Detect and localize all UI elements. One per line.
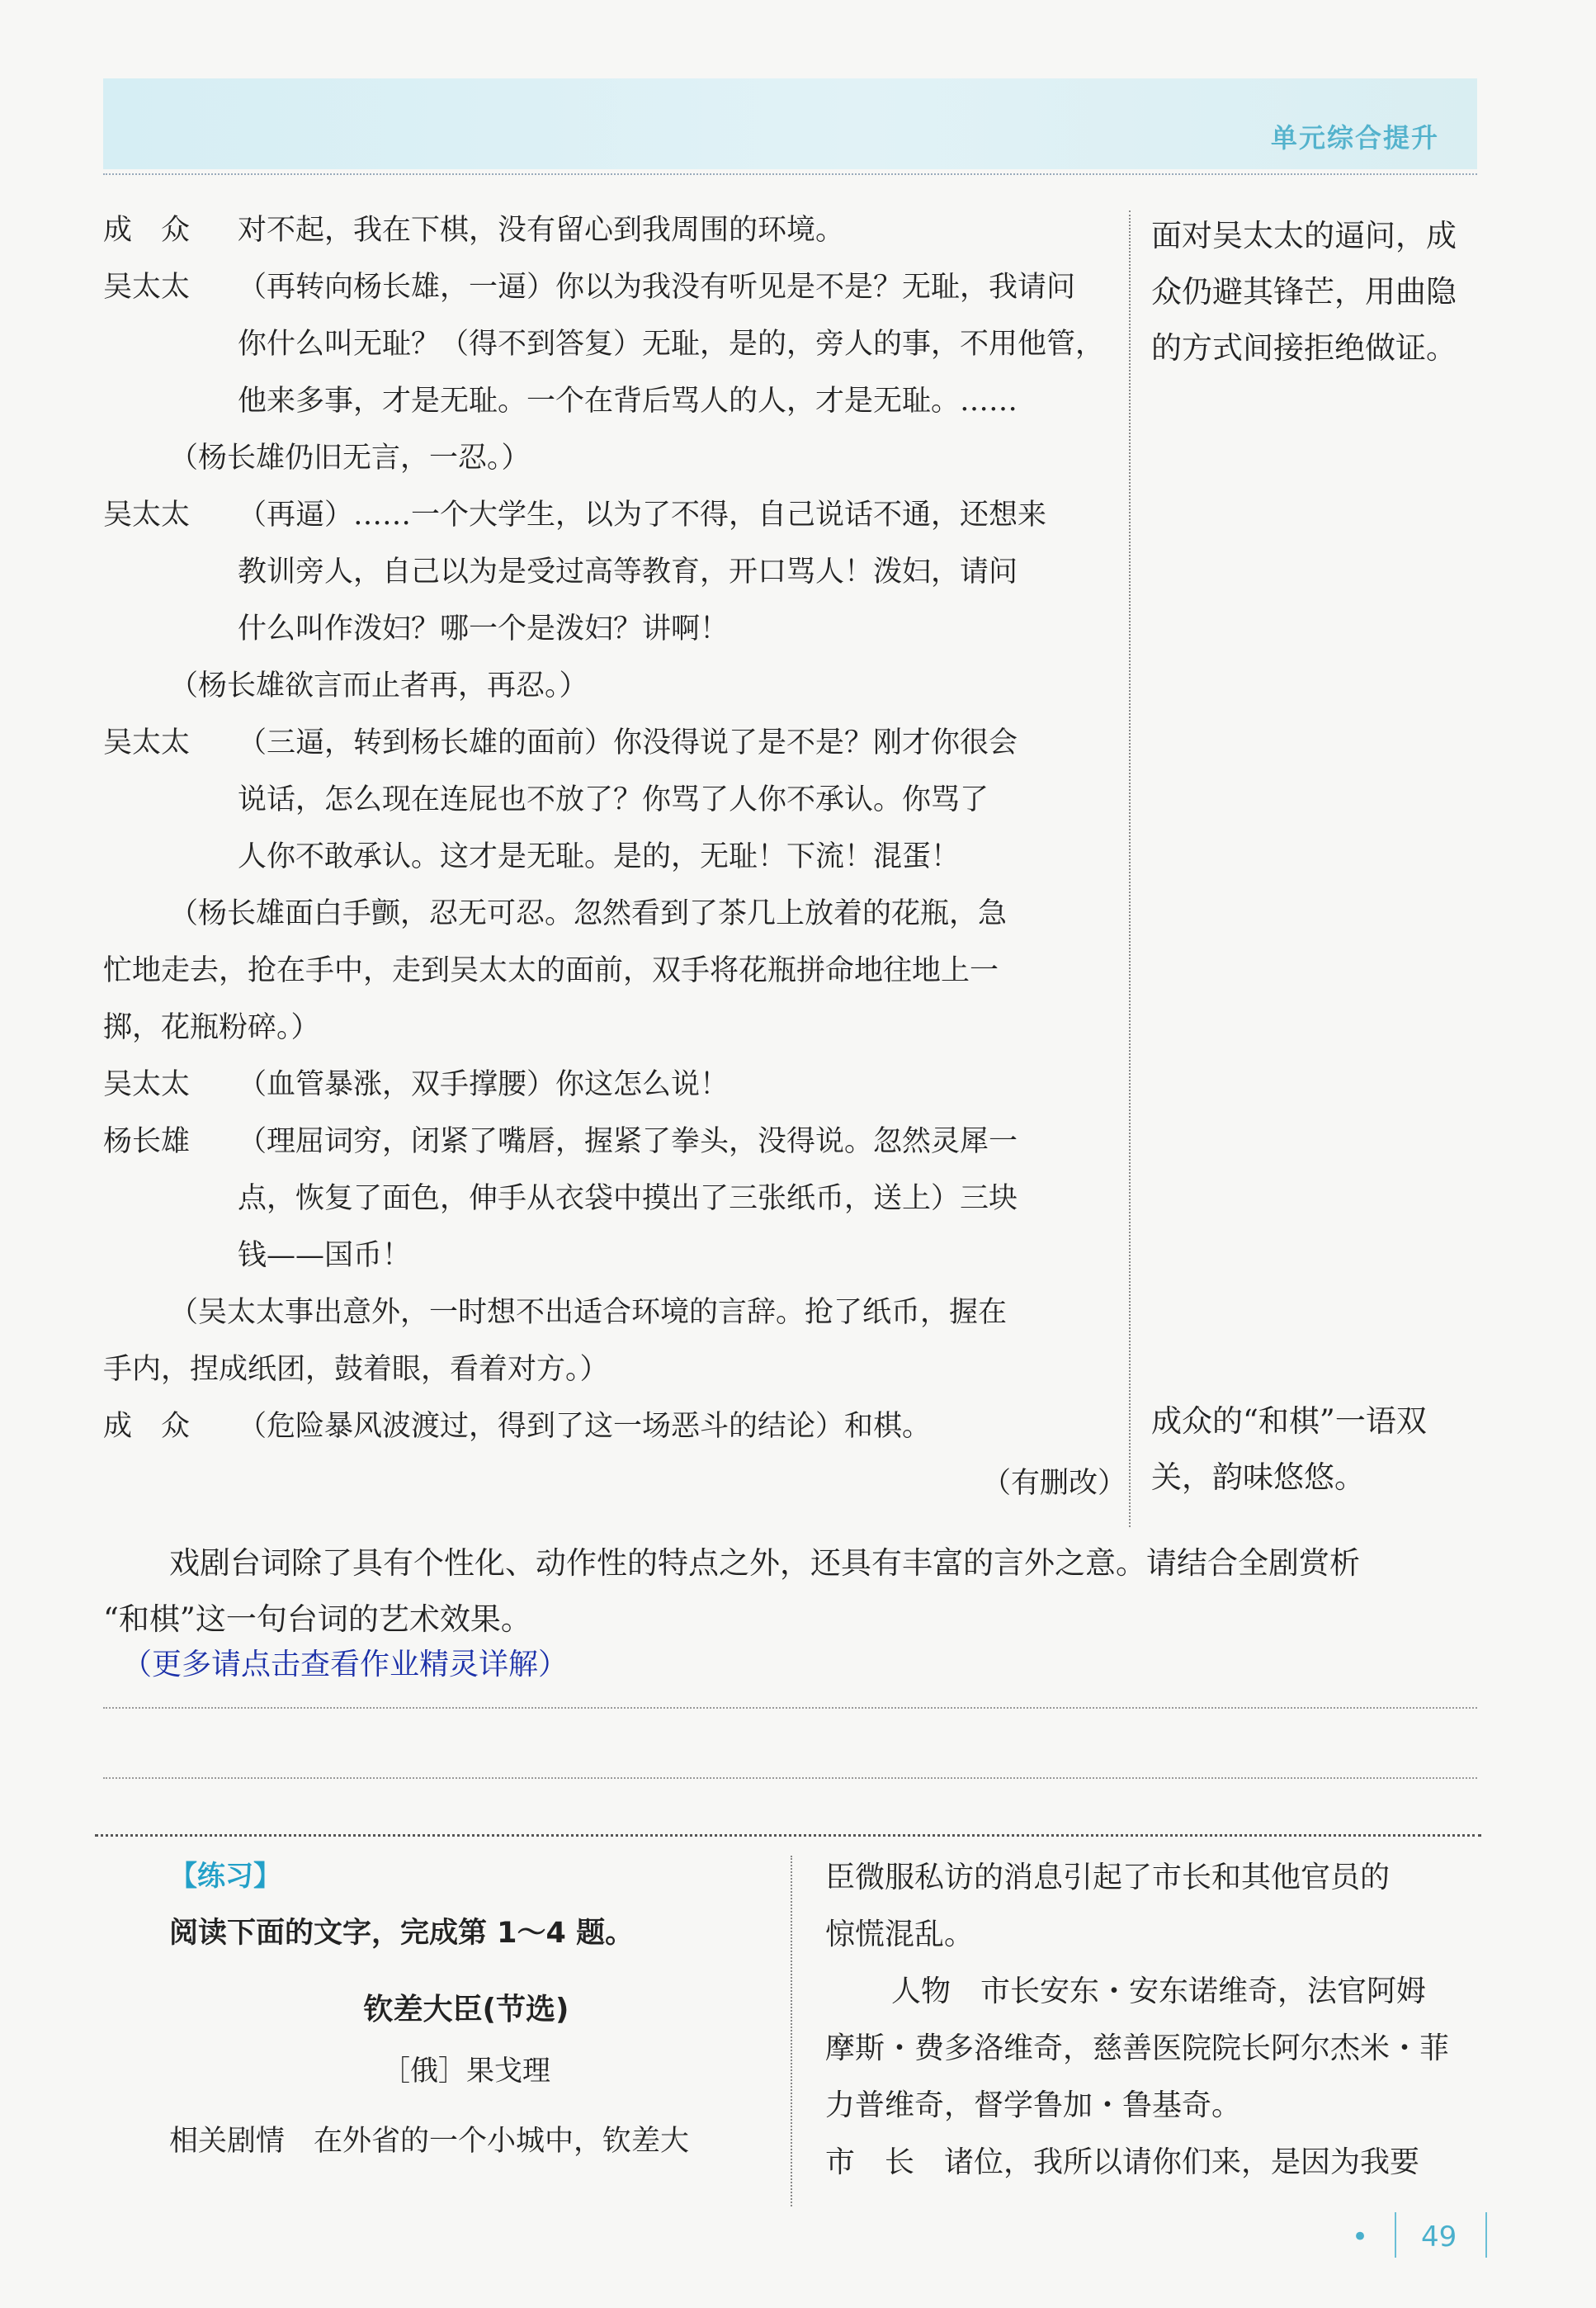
- answer-line: [103, 1707, 1477, 1709]
- side-note-line: 关，韵味悠悠。: [1151, 1459, 1365, 1495]
- dialogue-text: 他来多事，才是无耻。一个在背后骂人的人，才是无耻。……: [238, 385, 1018, 418]
- script-line: [103, 544, 1110, 601]
- exercise-text: 臣微服私访的消息引起了市长和其他官员的: [825, 1861, 1391, 1894]
- margin-divider: [1129, 210, 1131, 1527]
- dialogue-text: 你什么叫无耻？（得不到答复）无耻，是的，旁人的事，不用他管，: [238, 328, 1105, 361]
- dialogue-text: 钱——国币！: [238, 1239, 412, 1272]
- script-line: [103, 1114, 1110, 1171]
- script-line: [103, 1284, 1110, 1341]
- source-note: （有删改）: [981, 1467, 1126, 1500]
- script-line: [103, 373, 1110, 430]
- side-note-line: 面对吴太太的逼问，成: [1151, 218, 1457, 253]
- speaker-name: 吴太太: [103, 499, 191, 532]
- section-divider: [95, 1834, 1481, 1837]
- script-line: [103, 658, 1110, 715]
- stage-direction: （杨长雄面白手颤，忍无可忍。忽然看到了茶几上放着的花瓶，急: [169, 897, 1008, 930]
- script-line: [103, 886, 1110, 943]
- side-note-1: [1151, 208, 1498, 376]
- exercise-text: 惊慌混乱。: [825, 1918, 975, 1951]
- script-line: [103, 259, 1110, 316]
- speaker-name: 杨长雄: [103, 1125, 191, 1158]
- script-line: [103, 430, 1110, 487]
- script-line: [103, 1455, 1126, 1512]
- dialogue-text: （危险暴风波渡过，得到了这一场恶斗的结论）和棋。: [238, 1410, 932, 1443]
- script-line: [103, 1398, 1110, 1455]
- dialogue-text: （再转向杨长雄，一逼）你以为我没有听见是不是？无耻，我请问: [238, 271, 1076, 304]
- column-divider: [791, 1856, 792, 2206]
- speaker-name: 吴太太: [103, 726, 191, 759]
- speaker-name: 成 众: [103, 214, 191, 247]
- footer-bar: [1485, 2212, 1487, 2258]
- dialogue-text: 什么叫作泼妇？哪一个是泼妇？讲啊！: [238, 612, 730, 646]
- exercise-left: [169, 1853, 763, 2159]
- script-line: [103, 1341, 1110, 1398]
- script-line: [103, 487, 1110, 544]
- stage-direction: 忙地走去，抢在手中，走到吴太太的面前，双手将花瓶拼命地往地上一: [103, 954, 999, 987]
- speaker-name: 吴太太: [103, 271, 191, 304]
- exercise-text: 市 长 诸位，我所以请你们来，是因为我要: [825, 2145, 1420, 2179]
- dialogue-text: 人你不敢承认。这才是无耻。是的，无耻！下流！混蛋！: [238, 840, 961, 873]
- question-block: [103, 1535, 1490, 1648]
- script-line: [103, 316, 1110, 373]
- side-note-line: 的方式间接拒绝做证。: [1151, 330, 1457, 366]
- script-line: [103, 1000, 1110, 1057]
- script-line: [103, 943, 1110, 1000]
- dialogue-text: 教训旁人，自己以为是受过高等教育，开口骂人！泼妇，请问: [238, 556, 1018, 589]
- script-line: [103, 772, 1110, 829]
- stage-direction: （吴太太事出意外，一时想不出适合环境的言辞。抢了纸币，握在: [169, 1296, 1008, 1329]
- script-line: [103, 1171, 1110, 1227]
- exercise-text: 摩斯・费多洛维奇，慈善医院院长阿尔杰米・菲: [825, 2031, 1450, 2065]
- page-number: 49: [1421, 2221, 1457, 2254]
- header-divider: [103, 173, 1477, 175]
- answer-line: [103, 1777, 1477, 1779]
- play-script: [103, 202, 1126, 1512]
- exercise-text: 力普维奇，督学鲁加・鲁基奇。: [825, 2088, 1242, 2122]
- play-author: ［俄］果戈理: [382, 2055, 550, 2088]
- script-line: [103, 601, 1110, 658]
- dialogue-text: （三逼，转到杨长雄的面前）你没得说了是不是？刚才你很会: [238, 726, 1018, 759]
- exercise-tag: 【练习】: [169, 1860, 281, 1893]
- footer-bar: [1395, 2212, 1396, 2258]
- plot-summary: 相关剧情 在外省的一个小城中，钦差大: [169, 2125, 690, 2158]
- question-text: “和棋”这一句台词的艺术效果。: [103, 1601, 531, 1637]
- stage-direction: 手内，捏成纸团，鼓着眼，看着对方。）: [103, 1353, 609, 1386]
- speaker-name: 成 众: [103, 1410, 191, 1443]
- stage-direction: 掷，花瓶粉碎。）: [103, 1011, 320, 1044]
- dialogue-text: （理屈词穷，闭紧了嘴唇，握紧了拳头，没得说。忽然灵犀一: [238, 1125, 1018, 1158]
- stage-direction: （杨长雄仍旧无言，一忍。）: [169, 442, 531, 475]
- footer-bullet: •: [1352, 2221, 1369, 2254]
- dialogue-text: （再逼）……一个大学生，以为了不得，自己说话不通，还想来: [238, 499, 1047, 532]
- dialogue-text: 说话，怎么现在连屁也不放了？你骂了人你不承认。你骂了: [238, 783, 989, 816]
- side-note-2: [1151, 1393, 1498, 1506]
- exercise-text: 人物 市长安东・安东诺维奇，法官阿姆: [891, 1975, 1427, 2008]
- dialogue-text: 对不起，我在下棋，没有留心到我周围的环境。: [238, 214, 845, 247]
- stage-direction: （杨长雄欲言而止者再，再忍。）: [169, 669, 588, 702]
- side-note-line: 成众的“和棋”一语双: [1151, 1403, 1427, 1439]
- dialogue-text: （血管暴涨，双手撑腰）你这怎么说！: [238, 1068, 730, 1101]
- speaker-name: 吴太太: [103, 1068, 191, 1101]
- script-line: [103, 829, 1110, 886]
- more-details-link[interactable]: （更多请点击查看作业精灵详解）: [122, 1648, 569, 1681]
- play-title: 钦差大臣(节选): [363, 1993, 569, 2027]
- question-text: 戏剧台词除了具有个性化、动作性的特点之外，还具有丰富的言外之意。请结合全剧赏析: [169, 1545, 1360, 1581]
- section-title: 单元综合提升: [1270, 122, 1439, 154]
- exercise-right: [825, 1849, 1485, 2191]
- exercise-instruction: 阅读下面的文字，完成第 1～4 题。: [169, 1917, 635, 1950]
- side-note-line: 众仍避其锋芒，用曲隐: [1151, 274, 1457, 310]
- script-line: [103, 202, 1110, 259]
- script-line: [103, 715, 1110, 772]
- script-line: [103, 1227, 1110, 1284]
- dialogue-text: 点，恢复了面色，伸手从衣袋中摸出了三张纸币，送上）三块: [238, 1182, 1018, 1215]
- script-line: [103, 1057, 1110, 1114]
